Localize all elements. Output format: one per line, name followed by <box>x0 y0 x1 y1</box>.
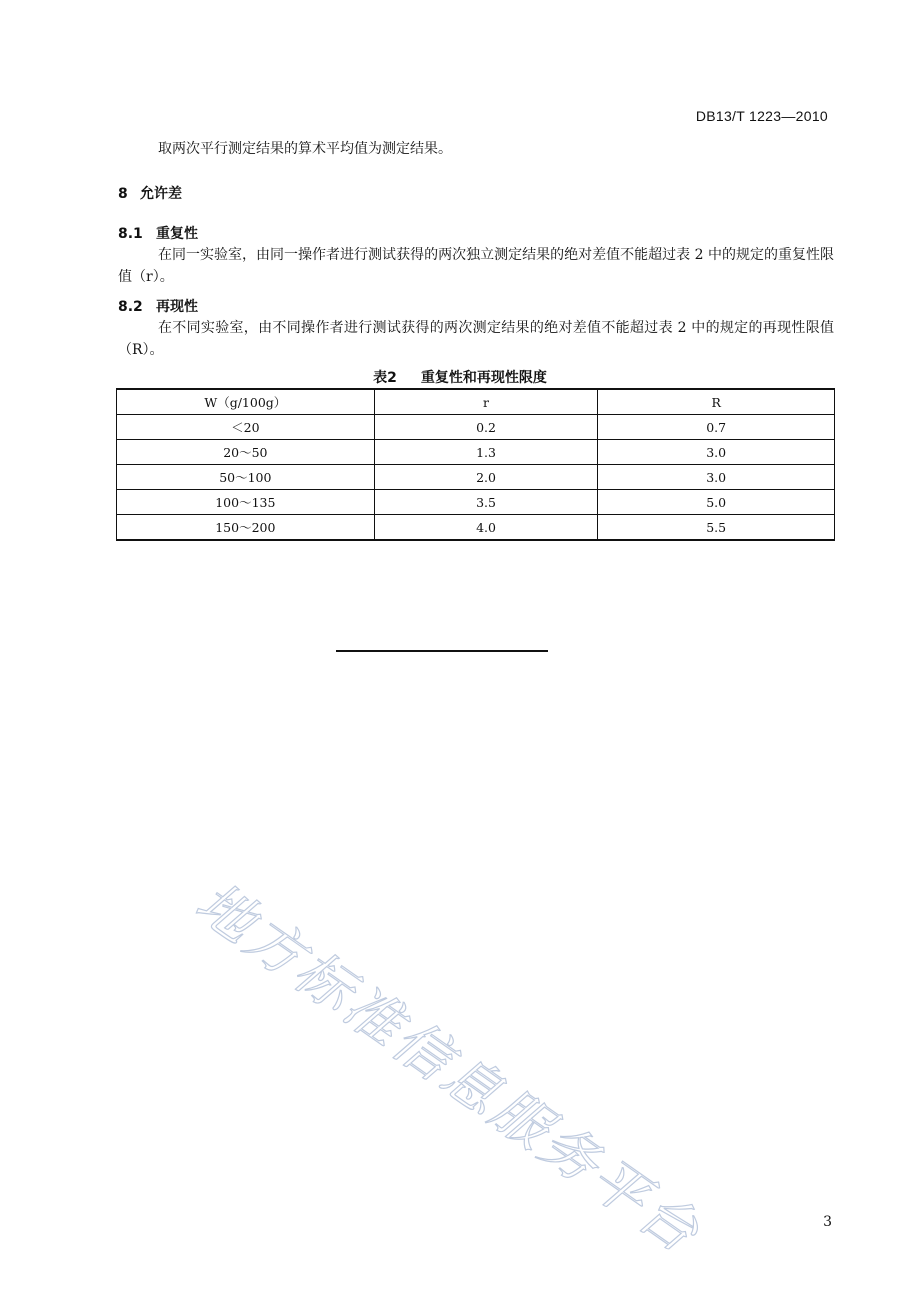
cell-w: 150～200 <box>117 515 375 541</box>
cell-w: 100～135 <box>117 490 375 515</box>
cell-w: 20～50 <box>117 440 375 465</box>
cell-r: 1.3 <box>374 440 598 465</box>
precision-table <box>116 388 835 541</box>
header-r: r <box>374 389 598 415</box>
page-number: 3 <box>823 1214 832 1230</box>
section-8-number: 8 <box>118 186 128 202</box>
cell-w: 50～100 <box>117 465 375 490</box>
table-caption <box>0 367 920 387</box>
table-label: 表2 <box>373 370 397 386</box>
document-code: DB13/T 1223—2010 <box>695 108 828 124</box>
section-8-2-title: 再现性 <box>156 299 198 315</box>
cell-capital-r: 0.7 <box>598 415 835 440</box>
intro-paragraph: 取两次平行测定结果的算术平均值为测定结果。 <box>158 141 452 157</box>
table-row <box>117 440 835 465</box>
section-8-1-number: 8.1 <box>118 226 143 242</box>
table-row <box>117 465 835 490</box>
cell-w: ＜20 <box>117 415 375 440</box>
cell-capital-r: 3.0 <box>598 440 835 465</box>
cell-capital-r: 5.5 <box>598 515 835 541</box>
table-header-row <box>117 389 835 415</box>
section-8-2-number: 8.2 <box>118 299 143 315</box>
cell-r: 4.0 <box>374 515 598 541</box>
cell-r: 3.5 <box>374 490 598 515</box>
section-8-1-body: 在同一实验室，由同一操作者进行测试获得的两次独立测定结果的绝对差值不能超过表 2 中的规定的重复性限值（r）。 <box>118 247 834 285</box>
cell-r: 2.0 <box>374 465 598 490</box>
watermark-text: 地方标准信息服务平台 <box>183 869 713 1268</box>
section-8-2-heading <box>118 296 198 316</box>
section-8-1-heading <box>118 223 198 243</box>
table-row <box>117 515 835 541</box>
cell-capital-r: 5.0 <box>598 490 835 515</box>
table-row <box>117 415 835 440</box>
cell-r: 0.2 <box>374 415 598 440</box>
table-title: 重复性和再现性限度 <box>420 370 547 386</box>
section-8-heading <box>118 183 182 203</box>
header-capital-r: R <box>598 389 835 415</box>
section-8-2-body: 在不同实验室，由不同操作者进行测试获得的两次测定结果的绝对差值不能超过表 2 中的规定的再现性限值（R）。 <box>118 320 834 358</box>
section-8-1-title: 重复性 <box>156 226 198 242</box>
header-w: W（g/100g） <box>117 389 375 415</box>
section-8-title: 允许差 <box>140 186 182 202</box>
table-row <box>117 490 835 515</box>
cell-capital-r: 3.0 <box>598 465 835 490</box>
end-of-document-rule <box>336 650 548 652</box>
